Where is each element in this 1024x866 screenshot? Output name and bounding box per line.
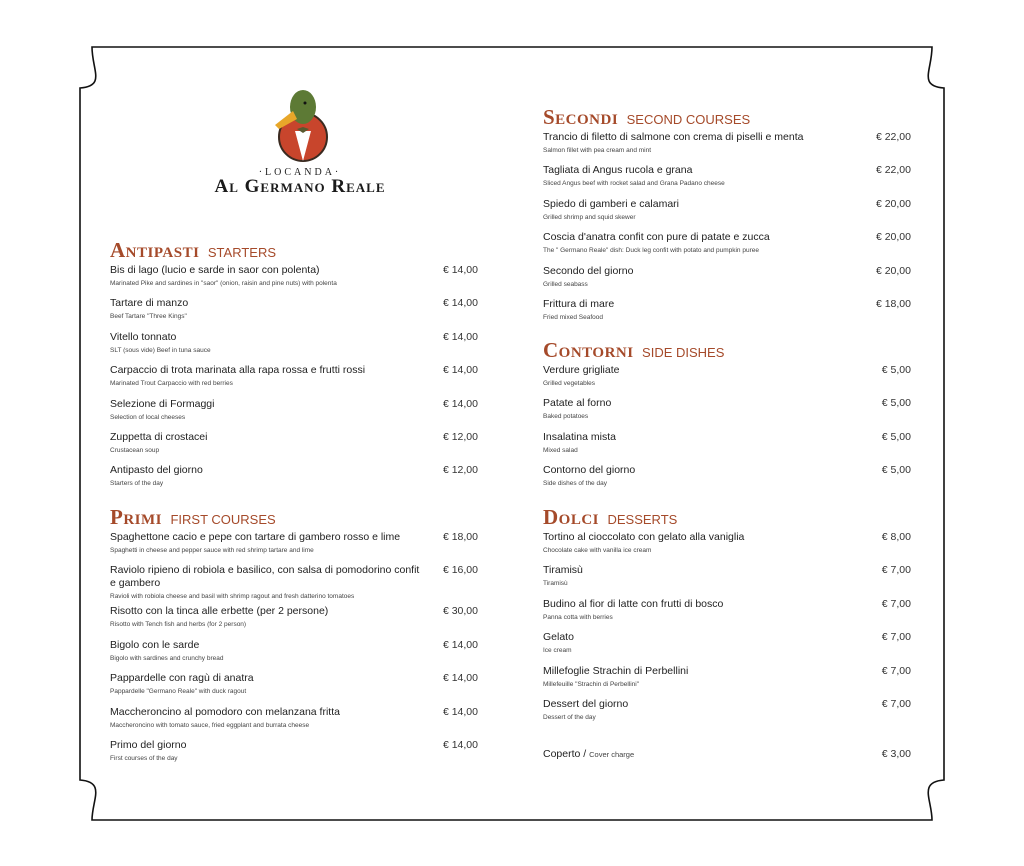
item-description: Risotto with Tench fish and herbs (for 2 person) [110, 621, 247, 629]
item-name: Gelato [543, 631, 574, 644]
item-price: € 5,00 [881, 464, 911, 477]
menu-item [110, 396, 478, 429]
item-name: Carpaccio di trota marinata alla rapa rossa e frutti rossi [110, 364, 366, 377]
menu-item [543, 562, 911, 595]
item-name: Antipasto del giorno [110, 464, 203, 477]
item-price: € 30,00 [442, 605, 478, 618]
section-dolci [543, 505, 911, 729]
section-heading [543, 505, 911, 529]
item-name: Verdure grigliate [543, 364, 620, 376]
item-description: SLT (sous vide) Beef in tuna sauce [110, 346, 211, 354]
item-description: Marinated Trout Carpaccio with red berries [110, 380, 233, 388]
item-name: Tiramisù [543, 564, 583, 577]
section-subtitle: STARTERS [207, 245, 277, 260]
restaurant-logo [180, 85, 420, 198]
item-name: Frittura di mare [543, 297, 615, 310]
item-price: € 14,00 [442, 705, 478, 718]
section-heading [110, 505, 478, 529]
restaurant-name: Al Germano Reale [214, 176, 386, 197]
menu-item [110, 637, 478, 670]
section-secondi [543, 105, 911, 329]
item-description: Grilled seabass [543, 280, 588, 288]
item-description: Salmon fillet with pea cream and mint [543, 147, 652, 154]
item-description: Dessert of the day [543, 713, 596, 721]
item-description: Starters of the day [110, 480, 164, 488]
item-description: Baked potatoes [543, 413, 589, 421]
item-price: € 14,00 [442, 638, 478, 651]
item-price: € 7,00 [881, 664, 911, 677]
item-price: € 12,00 [442, 430, 478, 443]
item-description: Chocolate cake with vanilla ice cream [543, 547, 652, 554]
item-price: € 20,00 [875, 231, 911, 244]
item-price: € 14,00 [442, 330, 478, 343]
section-heading [543, 105, 911, 129]
item-description: Side dishes of the day [543, 480, 607, 488]
item-price: € 20,00 [875, 264, 911, 277]
section-contorni [543, 338, 911, 496]
item-description: Bigolo with sardines and crunchy bread [110, 654, 224, 662]
item-name: Maccheroncino al pomodoro con melanzana fritta [110, 705, 340, 718]
section-antipasti [110, 238, 478, 496]
cover-charge-label: Coperto / [543, 748, 590, 760]
cover-charge-price: € 3,00 [881, 748, 911, 760]
menu-item [110, 704, 478, 737]
item-name: Spaghettone cacio e pepe con tartare di gambero rosso e lime [110, 531, 401, 543]
menu-item [543, 395, 911, 428]
item-price: € 5,00 [881, 430, 911, 443]
item-description: Grilled vegetables [543, 380, 596, 387]
item-description: Beef Tartare "Three Kings" [110, 313, 187, 321]
item-name: Bis di lago (lucio e sarde in saor con polenta) [110, 264, 320, 276]
menu-item [110, 529, 478, 562]
item-name: Raviolo ripieno di robiola e basilico, con salsa di pomodorino confit e gambero [110, 564, 420, 590]
duck-logo-icon [265, 85, 335, 165]
item-name: Zuppetta di crostacei [110, 430, 208, 443]
item-name: Selezione di Formaggi [110, 397, 215, 410]
item-name: Budino al fior di latte con frutti di bosco [543, 597, 724, 610]
cover-charge [543, 748, 911, 760]
item-price: € 5,00 [881, 364, 911, 376]
item-price: € 8,00 [881, 531, 911, 543]
menu-item [543, 196, 911, 229]
menu-item [543, 663, 911, 696]
menu-item [543, 429, 911, 462]
item-price: € 7,00 [881, 597, 911, 610]
section-title: Secondi [543, 105, 619, 129]
item-description: Mixed salad [543, 446, 578, 454]
item-price: € 12,00 [442, 464, 478, 477]
section-title: Contorni [543, 338, 634, 362]
item-description: Sliced Angus beef with rocket salad and Grana Padano cheese [543, 180, 725, 188]
section-primi [110, 505, 478, 770]
item-price: € 7,00 [881, 697, 911, 710]
item-name: Coscia d'anatra confit con pure di patate e zucca [543, 231, 770, 244]
menu-item [110, 562, 478, 603]
section-subtitle: FIRST COURSES [170, 512, 276, 527]
menu-item [543, 162, 911, 195]
section-heading [110, 238, 478, 262]
item-description: Maccheroncino with tomato sauce, fried eggplant and burrata cheese [110, 721, 310, 729]
menu-item [543, 296, 911, 329]
item-description: Panna cotta with berries [543, 613, 613, 621]
item-description: The " Germano Reale" dish: Duck leg confit with potato and pumpkin puree [543, 247, 759, 255]
menu-item [543, 263, 911, 296]
menu-item [110, 462, 478, 495]
item-description: Fried mixed Seafood [543, 313, 603, 321]
item-name: Dessert del giorno [543, 697, 629, 710]
menu-item [543, 529, 911, 562]
item-name: Millefoglie Strachin di Perbellini [543, 664, 689, 677]
item-price: € 7,00 [881, 631, 911, 644]
menu-item [543, 129, 911, 162]
section-subtitle: SECOND COURSES [626, 112, 751, 127]
menu-item [110, 295, 478, 328]
section-title: Dolci [543, 505, 600, 529]
menu-item [110, 603, 478, 636]
menu-item [543, 229, 911, 262]
menu-item [110, 737, 478, 770]
item-price: € 18,00 [442, 531, 478, 543]
menu-item [543, 362, 911, 395]
item-name: Tagliata di Angus rucola e grana [543, 164, 693, 177]
cover-charge-label-en: Cover charge [589, 750, 635, 759]
menu-item [110, 362, 478, 395]
logo-subtitle: ·LOCANDA· [258, 167, 342, 178]
item-price: € 16,00 [442, 564, 478, 577]
item-price: € 14,00 [442, 264, 478, 276]
item-description: Spaghetti in cheese and pepper sauce with red shrimp tartare and lime [110, 547, 314, 554]
section-title: Antipasti [110, 238, 200, 262]
item-price: € 5,00 [881, 397, 911, 410]
section-subtitle: SIDE DISHES [642, 345, 725, 360]
item-price: € 20,00 [875, 197, 911, 210]
item-price: € 14,00 [442, 672, 478, 685]
item-description: Pappardelle "Germano Reale" with duck ragout [110, 688, 247, 696]
item-name: Insalatina mista [543, 430, 616, 443]
item-name: Primo del giorno [110, 738, 187, 751]
item-name: Tortino al cioccolato con gelato alla vaniglia [543, 531, 745, 543]
section-subtitle: DESSERTS [607, 512, 678, 527]
menu-item [543, 696, 911, 729]
menu-item [543, 596, 911, 629]
item-description: Ice cream [543, 647, 572, 655]
item-price: € 14,00 [442, 364, 478, 377]
menu-item [543, 629, 911, 662]
menu-item [110, 429, 478, 462]
item-description: Crustacean soup [110, 446, 160, 454]
item-price: € 7,00 [881, 564, 911, 577]
item-description: Ravioli with robiola cheese and basil with shrimp ragout and fresh datterino tomatoes [110, 593, 355, 601]
item-name: Spiedo di gamberi e calamari [543, 197, 679, 210]
item-price: € 18,00 [875, 297, 911, 310]
item-description: Millefeuille "Strachin di Perbellini" [543, 680, 640, 688]
item-name: Contorno del giorno [543, 464, 636, 477]
item-name: Vitello tonnato [110, 330, 177, 343]
item-name: Tartare di manzo [110, 297, 189, 310]
item-description: Tiramisù [543, 580, 568, 588]
item-description: Selection of local cheeses [110, 413, 186, 421]
item-name: Pappardelle con ragù di anatra [110, 672, 254, 685]
item-price: € 22,00 [875, 164, 911, 177]
menu-item [110, 262, 478, 295]
item-description: First courses of the day [110, 754, 178, 762]
menu-item [110, 329, 478, 362]
item-price: € 22,00 [875, 131, 911, 143]
section-title: Primi [110, 505, 162, 529]
item-price: € 14,00 [442, 738, 478, 751]
item-name: Patate al forno [543, 397, 612, 410]
item-description: Grilled shrimp and squid skewer [543, 213, 636, 221]
menu-item [110, 670, 478, 703]
menu-item [543, 462, 911, 495]
section-heading [543, 338, 911, 362]
item-name: Bigolo con le sarde [110, 638, 200, 651]
item-price: € 14,00 [442, 297, 478, 310]
item-price: € 14,00 [442, 397, 478, 410]
item-name: Risotto con la tinca alle erbette (per 2 persone) [110, 605, 329, 618]
item-description: Marinated Pike and sardines in "saor" (onion, raisin and pine nuts) with polenta [110, 280, 337, 287]
item-name: Trancio di filetto di salmone con crema di piselli e menta [543, 131, 804, 143]
item-name: Secondo del giorno [543, 264, 634, 277]
